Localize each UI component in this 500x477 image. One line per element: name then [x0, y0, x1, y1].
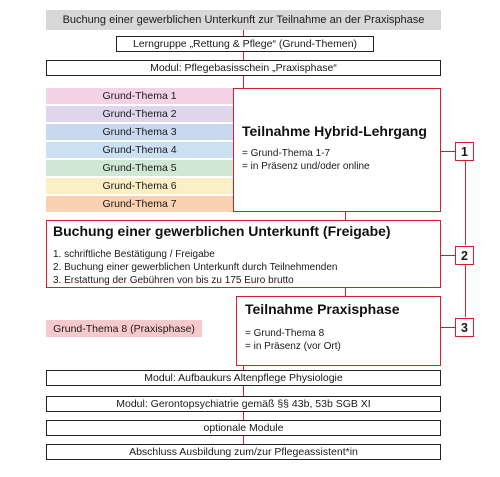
- modul-gerontopsychiatrie-box: Modul: Gerontopsychiatrie gemäß §§ 43b, 53b SGB XI: [46, 396, 441, 412]
- grund-thema-1: Grund-Thema 1: [46, 88, 233, 104]
- step-connector: [441, 255, 455, 256]
- connector-line: [243, 436, 244, 444]
- buchung-item-1: 1. schriftliche Bestätigung / Freigabe: [53, 249, 215, 260]
- hybrid-line-1: = Grund-Thema 1-7: [242, 148, 331, 159]
- grund-thema-2: Grund-Thema 2: [46, 106, 233, 122]
- connector-line: [243, 386, 244, 396]
- grund-thema-5: Grund-Thema 5: [46, 160, 233, 176]
- step-connector: [465, 161, 466, 245]
- connector-line: [243, 412, 244, 420]
- hybrid-lehrgang-box: [233, 88, 441, 212]
- hybrid-title: Teilnahme Hybrid-Lehrgang: [242, 123, 427, 139]
- connector-line: [345, 288, 346, 296]
- praxis-line-2: = in Präsenz (vor Ort): [245, 341, 341, 352]
- optionale-module-box: optionale Module: [46, 420, 441, 436]
- modul-aufbaukurs-box: Modul: Aufbaukurs Altenpflege Physiologie: [46, 370, 441, 386]
- buchung-item-3: 3. Erstattung der Gebühren von bis zu 175 Euro brutto: [53, 275, 294, 286]
- grund-thema-8: Grund-Thema 8 (Praxisphase): [46, 320, 202, 337]
- buchung-box: [46, 220, 441, 288]
- step-connector: [441, 151, 455, 152]
- step-connector: [465, 265, 466, 317]
- praxisphase-box: [236, 296, 441, 366]
- grund-thema-3: Grund-Thema 3: [46, 124, 233, 140]
- hybrid-line-2: = in Präsenz und/oder online: [242, 161, 370, 172]
- step-marker-3: 3: [455, 318, 474, 337]
- praxis-line-1: = Grund-Thema 8: [245, 328, 325, 339]
- praxis-title: Teilnahme Praxisphase: [245, 301, 400, 317]
- step-marker-1: 1: [455, 142, 474, 161]
- step-connector: [441, 327, 455, 328]
- connector-line: [243, 76, 244, 88]
- modul-pflegebasisschein-box: Modul: Pflegebasisschein „Praxisphase“: [46, 60, 441, 76]
- buchung-title: Buchung einer gewerblichen Unterkunft (Freigabe): [53, 223, 391, 239]
- connector-line: [345, 212, 346, 220]
- diagram-title: Buchung einer gewerblichen Unterkunft zur Teilnahme an der Praxisphase: [46, 10, 441, 30]
- step-marker-2: 2: [455, 246, 474, 265]
- buchung-item-2: 2. Buchung einer gewerblichen Unterkunft durch Teilnehmenden: [53, 262, 338, 273]
- connector-line: [243, 52, 244, 60]
- grund-thema-4: Grund-Thema 4: [46, 142, 233, 158]
- abschluss-box: Abschluss Ausbildung zum/zur Pflegeassistent*in: [46, 444, 441, 460]
- grund-thema-6: Grund-Thema 6: [46, 178, 233, 194]
- grund-thema-7: Grund-Thema 7: [46, 196, 233, 212]
- lerngruppe-box: Lerngruppe „Rettung & Pflege“ (Grund-Themen): [116, 36, 374, 52]
